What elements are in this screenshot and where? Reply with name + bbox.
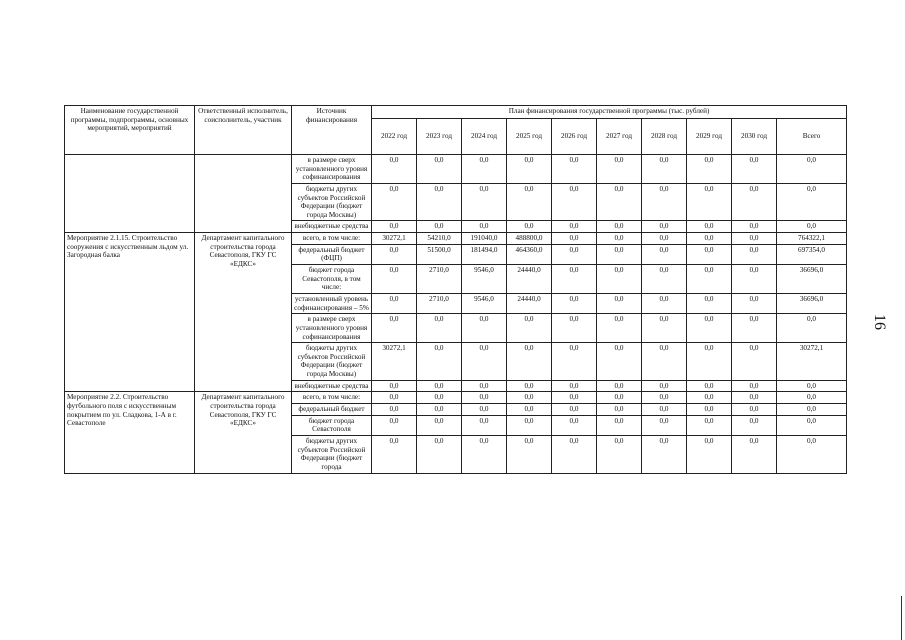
header-year: 2024 год <box>462 119 507 155</box>
year-value: 0,0 <box>462 380 507 392</box>
year-value: 0,0 <box>417 380 462 392</box>
year-value: 0,0 <box>732 293 777 313</box>
total-value: 30272,1 <box>777 343 847 381</box>
total-value: 0,0 <box>777 404 847 416</box>
header-year: 2027 год <box>597 119 642 155</box>
year-value: 0,0 <box>597 404 642 416</box>
year-value: 0,0 <box>462 314 507 343</box>
year-value: 0,0 <box>642 293 687 313</box>
funding-source: в размере сверх установленного уровня софинансирования <box>292 155 372 184</box>
year-value: 0,0 <box>507 392 552 404</box>
year-value: 0,0 <box>507 415 552 435</box>
year-value: 0,0 <box>507 221 552 233</box>
measure-responsible <box>195 155 292 233</box>
funding-source: всего, в том числе: <box>292 392 372 404</box>
table-row <box>65 233 847 245</box>
funding-source: бюджеты других субъектов Российской Федерации (бюджет города Москвы) <box>292 343 372 381</box>
year-value: 0,0 <box>687 221 732 233</box>
year-value: 0,0 <box>552 233 597 245</box>
year-value: 0,0 <box>642 233 687 245</box>
funding-source: бюджет города Севастополя, в том числе: <box>292 265 372 294</box>
year-value: 488800,0 <box>507 233 552 245</box>
year-value: 0,0 <box>597 392 642 404</box>
year-value: 0,0 <box>597 183 642 221</box>
year-value: 0,0 <box>552 293 597 313</box>
header-year: 2023 год <box>417 119 462 155</box>
funding-source: бюджеты других субъектов Российской Федерации (бюджет города <box>292 435 372 473</box>
year-value: 0,0 <box>552 221 597 233</box>
year-value: 0,0 <box>732 221 777 233</box>
year-value: 0,0 <box>597 380 642 392</box>
year-value: 0,0 <box>372 293 417 313</box>
total-value: 0,0 <box>777 221 847 233</box>
year-value: 0,0 <box>732 183 777 221</box>
measure-responsible: Департамент капитального строительства города Севастополя, ГКУ ГС «ЕДКС» <box>195 233 292 392</box>
header-year: 2026 год <box>552 119 597 155</box>
year-value: 0,0 <box>417 435 462 473</box>
year-value: 0,0 <box>462 343 507 381</box>
header-row-1 <box>65 106 847 119</box>
year-value: 0,0 <box>642 155 687 184</box>
year-value: 0,0 <box>687 392 732 404</box>
year-value: 54210,0 <box>417 233 462 245</box>
funding-source: внебюджетные средства <box>292 221 372 233</box>
funding-source: федеральный бюджет <box>292 404 372 416</box>
year-value: 0,0 <box>597 265 642 294</box>
year-value: 0,0 <box>372 314 417 343</box>
year-value: 0,0 <box>462 183 507 221</box>
total-value: 0,0 <box>777 314 847 343</box>
measure-name <box>65 155 195 233</box>
year-value: 0,0 <box>552 415 597 435</box>
year-value: 0,0 <box>642 404 687 416</box>
year-value: 0,0 <box>642 221 687 233</box>
year-value: 24440,0 <box>507 265 552 294</box>
year-value: 0,0 <box>417 155 462 184</box>
year-value: 0,0 <box>642 343 687 381</box>
funding-source: в размере сверх установленного уровня софинансирования <box>292 314 372 343</box>
year-value: 0,0 <box>687 183 732 221</box>
year-value: 0,0 <box>417 221 462 233</box>
year-value: 30272,1 <box>372 343 417 381</box>
year-value: 0,0 <box>642 183 687 221</box>
year-value: 0,0 <box>462 392 507 404</box>
year-value: 0,0 <box>732 380 777 392</box>
year-value: 0,0 <box>462 221 507 233</box>
total-value: 0,0 <box>777 415 847 435</box>
year-value: 0,0 <box>507 314 552 343</box>
year-value: 2710,0 <box>417 293 462 313</box>
year-value: 0,0 <box>597 233 642 245</box>
year-value: 0,0 <box>417 404 462 416</box>
year-value: 0,0 <box>597 293 642 313</box>
total-value: 36696,0 <box>777 293 847 313</box>
scan-edge-line <box>901 596 902 640</box>
funding-source: внебюджетные средства <box>292 380 372 392</box>
year-value: 0,0 <box>372 221 417 233</box>
year-value: 0,0 <box>732 233 777 245</box>
funding-source: всего, в том числе: <box>292 233 372 245</box>
funding-source: федеральный бюджет (ФЦП) <box>292 244 372 264</box>
year-value: 30272,1 <box>372 233 417 245</box>
year-value: 0,0 <box>732 435 777 473</box>
year-value: 0,0 <box>462 435 507 473</box>
year-value: 0,0 <box>732 404 777 416</box>
header-year: 2022 год <box>372 119 417 155</box>
total-value: 764322,1 <box>777 233 847 245</box>
year-value: 0,0 <box>372 435 417 473</box>
year-value: 0,0 <box>687 314 732 343</box>
header-year: 2025 год <box>507 119 552 155</box>
year-value: 0,0 <box>687 380 732 392</box>
year-value: 0,0 <box>687 415 732 435</box>
total-value: 0,0 <box>777 392 847 404</box>
year-value: 0,0 <box>552 380 597 392</box>
year-value: 0,0 <box>417 314 462 343</box>
year-value: 9546,0 <box>462 265 507 294</box>
total-value: 0,0 <box>777 183 847 221</box>
year-value: 0,0 <box>732 343 777 381</box>
year-value: 51500,0 <box>417 244 462 264</box>
header-name: Наименование государственной программы, подпрограммы, основных мероприятий, мероприятий <box>65 106 195 155</box>
year-value: 0,0 <box>687 343 732 381</box>
year-value: 0,0 <box>552 392 597 404</box>
header-source: Источник финансирования <box>292 106 372 155</box>
year-value: 0,0 <box>687 265 732 294</box>
year-value: 9546,0 <box>462 293 507 313</box>
year-value: 0,0 <box>642 415 687 435</box>
year-value: 0,0 <box>417 343 462 381</box>
total-value: 36696,0 <box>777 265 847 294</box>
total-value: 0,0 <box>777 435 847 473</box>
table-row <box>65 392 847 404</box>
year-value: 0,0 <box>372 415 417 435</box>
year-value: 0,0 <box>642 392 687 404</box>
year-value: 0,0 <box>552 265 597 294</box>
year-value: 24440,0 <box>507 293 552 313</box>
header-year: 2030 год <box>732 119 777 155</box>
year-value: 0,0 <box>642 244 687 264</box>
year-value: 0,0 <box>417 183 462 221</box>
year-value: 0,0 <box>687 155 732 184</box>
funding-source: бюджеты других субъектов Российской Федерации (бюджет города Москвы) <box>292 183 372 221</box>
year-value: 0,0 <box>642 314 687 343</box>
year-value: 0,0 <box>732 265 777 294</box>
year-value: 0,0 <box>462 404 507 416</box>
year-value: 0,0 <box>597 155 642 184</box>
year-value: 0,0 <box>552 435 597 473</box>
header-total: Всего <box>777 119 847 155</box>
year-value: 0,0 <box>507 183 552 221</box>
year-value: 0,0 <box>417 392 462 404</box>
year-value: 0,0 <box>552 155 597 184</box>
year-value: 0,0 <box>372 392 417 404</box>
measure-responsible: Департамент капитального строительства города Севастополя, ГКУ ГС «ЕДКС» <box>195 392 292 473</box>
year-value: 0,0 <box>642 435 687 473</box>
year-value: 0,0 <box>507 343 552 381</box>
year-value: 0,0 <box>687 293 732 313</box>
total-value: 697354,0 <box>777 244 847 264</box>
measure-name: Мероприятие 2.1.15. Строительство сооружения с искусственным льдом ул. Загородная балка <box>65 233 195 392</box>
year-value: 0,0 <box>642 265 687 294</box>
year-value: 0,0 <box>552 404 597 416</box>
year-value: 0,0 <box>597 221 642 233</box>
year-value: 0,0 <box>372 404 417 416</box>
year-value: 0,0 <box>372 265 417 294</box>
year-value: 0,0 <box>372 183 417 221</box>
year-value: 0,0 <box>732 392 777 404</box>
year-value: 0,0 <box>597 244 642 264</box>
year-value: 0,0 <box>552 244 597 264</box>
year-value: 0,0 <box>507 404 552 416</box>
year-value: 0,0 <box>507 155 552 184</box>
year-value: 2710,0 <box>417 265 462 294</box>
year-value: 0,0 <box>687 435 732 473</box>
header-year: 2029 год <box>687 119 732 155</box>
year-value: 0,0 <box>642 380 687 392</box>
year-value: 0,0 <box>597 314 642 343</box>
year-value: 0,0 <box>732 415 777 435</box>
table-body <box>65 155 847 474</box>
funding-source: установленный уровень софинансирования – 5% <box>292 293 372 313</box>
year-value: 0,0 <box>597 435 642 473</box>
total-value: 0,0 <box>777 380 847 392</box>
year-value: 0,0 <box>372 155 417 184</box>
year-value: 0,0 <box>687 244 732 264</box>
page-number: 16 <box>871 314 888 330</box>
year-value: 0,0 <box>687 404 732 416</box>
year-value: 0,0 <box>372 380 417 392</box>
year-value: 0,0 <box>597 343 642 381</box>
measure-name: Мероприятие 2.2. Строительство футбольного поля с искусственным покрытием по ул. Сладкова, 1-А в г. Севастополе <box>65 392 195 473</box>
year-value: 0,0 <box>507 380 552 392</box>
year-value: 181494,0 <box>462 244 507 264</box>
table-row <box>65 155 847 184</box>
header-plan-title: План финансирования государственной программы (тыс. рублей) <box>372 106 847 119</box>
header-year: 2028 год <box>642 119 687 155</box>
year-value: 191040,0 <box>462 233 507 245</box>
year-value: 0,0 <box>597 415 642 435</box>
year-value: 0,0 <box>417 415 462 435</box>
year-value: 0,0 <box>687 233 732 245</box>
year-value: 0,0 <box>732 155 777 184</box>
year-value: 0,0 <box>552 314 597 343</box>
year-value: 0,0 <box>552 343 597 381</box>
year-value: 0,0 <box>372 244 417 264</box>
funding-source: бюджет города Севастополя <box>292 415 372 435</box>
year-value: 464360,0 <box>507 244 552 264</box>
year-value: 0,0 <box>462 155 507 184</box>
header-responsible: Ответственный исполнитель, соисполнитель, участник <box>195 106 292 155</box>
year-value: 0,0 <box>462 415 507 435</box>
total-value: 0,0 <box>777 155 847 184</box>
year-value: 0,0 <box>732 244 777 264</box>
year-value: 0,0 <box>507 435 552 473</box>
year-value: 0,0 <box>552 183 597 221</box>
year-value: 0,0 <box>732 314 777 343</box>
financing-table <box>64 105 847 474</box>
